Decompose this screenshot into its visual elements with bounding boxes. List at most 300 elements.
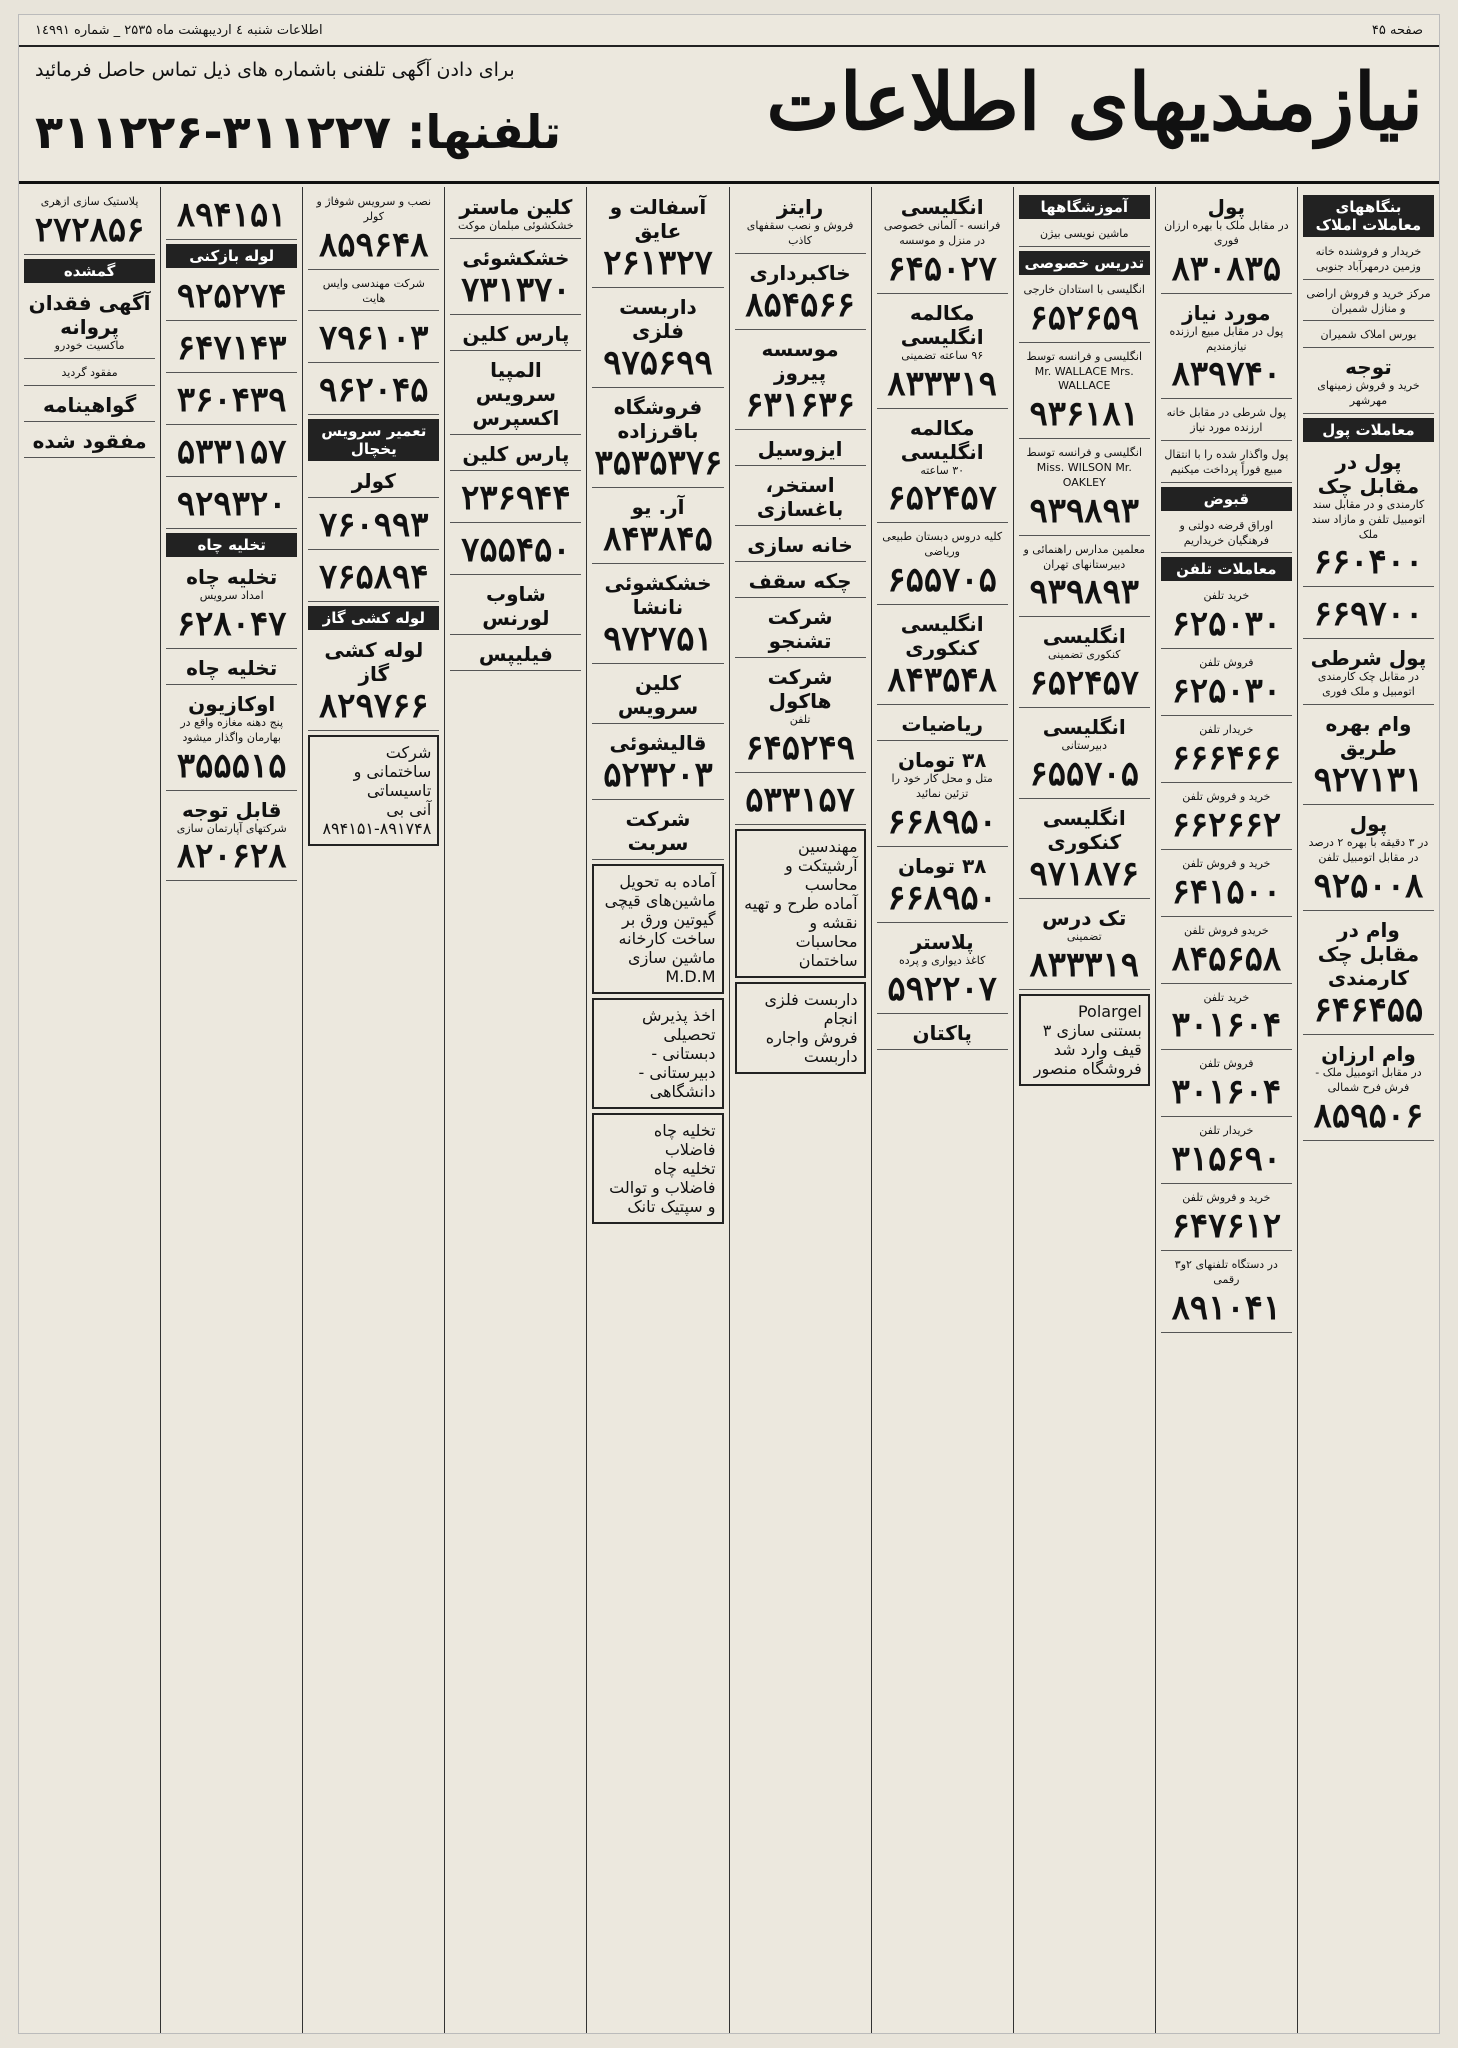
section-header: قبوض [1161,487,1292,511]
ad-body: در مقابل اتومبیل ملک - فرش فرح شمالی [1315,1065,1422,1094]
ad-body: مفقود گردید [61,365,118,379]
polargel-box [1019,994,1150,1086]
education-box [592,998,723,1109]
ad-phone: ۹۳۹۸۹۳ [1029,490,1140,531]
ad-body: انگلیسی و فرانسه توسط Mr. WALLACE Mrs. WALLACE [1026,349,1143,393]
ad-title: المپیا سرویس اکسپرس [472,357,560,430]
polargel-box-brand-text: Polargel [1077,1001,1142,1021]
classified-ad [1161,1053,1292,1117]
classified-ad [1303,1038,1434,1141]
classified-ad [166,561,297,649]
ad-phone: ۸۲۹۷۶۶ [319,686,429,727]
ad-title: وام در مقابل چک کارمندی [1317,917,1420,990]
ad-body: در ۳ دقیقه با بهره ۲ درصد در مقابل اتومبیل تلفن [1308,836,1429,864]
classified-ad [1303,241,1434,280]
classified-ad [1303,446,1434,588]
classified-ad [450,638,581,671]
classified-ad [877,926,1008,1014]
education-box-body-text: دبستانی - دبیرستانی - دانشگاهی [638,1044,716,1101]
classified-ad [735,776,866,825]
ad-phone: ۶۵۵۷۰۵ [887,560,997,601]
ad-body: انگلیسی و فرانسه توسط Miss. WILSON Mr. OAKLEY [1026,446,1143,489]
ad-body: امداد سرویس [199,589,264,602]
classified-ad [1303,283,1434,322]
ad-phone: ۹۷۲۷۵۱ [603,619,713,659]
ad-body: بورس املاک شمیران [1320,328,1417,342]
classified-ad [1161,1254,1292,1333]
ad-body: خریدار و فروشنده خانه وزمین درمهرآباد جنوبی [1315,245,1422,273]
ad-phone: ۸۳۹۷۴۰ [1171,354,1282,395]
ad-body: تلفن [789,712,811,726]
classified-ad [1019,223,1150,247]
classified-ad [592,191,723,288]
ad-body: فروش و نصب سقفهای کاذب [746,219,854,247]
phone-numbers: تلفنها: ۳۱۱۲۲۷-۳۱۱۲۲۶ [35,105,562,159]
ad-body: کاغذ دیواری و پرده [899,953,986,967]
ad-phone: ۶۵۲۴۵۷ [887,478,997,519]
classified-ad [450,242,581,315]
education-box-title-text: اخذ پذیرش تحصیلی [642,1006,716,1044]
classified-ad [877,526,1008,605]
ad-phone: ۵۹۲۲۰۷ [887,968,997,1009]
classified-ad [877,744,1008,847]
ad-phone: ۹۷۵۶۹۹ [603,343,713,383]
ad-phone: ۵۳۳۱۵۷ [176,432,287,472]
classified-ad [735,565,866,598]
classified-ad [450,318,581,351]
ad-title: شرکت تشنجو [767,604,833,653]
ad-title: خانه سازی [747,532,853,557]
section-header: تخلیه چاه [166,533,297,557]
ad-body: کارمندی و در مقابل سند اتومبیل تلفن و مازاد سند ملک [1311,497,1426,541]
classified-ad [1019,711,1150,799]
classified-ad [1161,1120,1292,1184]
ad-phone: ۷۹۶۱۰۳ [319,318,429,359]
scaffold-box [735,982,866,1074]
ad-body: خرید و فروش تلفن [1182,789,1271,803]
ad-phone: ۵۳۳۱۵۷ [745,779,855,820]
ad-phone: ۳۱۵۶۹۰ [1171,1139,1282,1180]
ad-title: پلاستر [910,929,974,954]
ad-phone: ۸۳۳۳۱۹ [1029,944,1140,985]
ad-body: خرید و فروش زمینهای مهرشهر [1317,379,1420,408]
ad-title: پول [1349,812,1388,837]
classified-ad [592,391,723,488]
ad-columns [19,187,1439,2033]
classified-ad [24,287,155,359]
classified-ad [308,366,439,415]
ad-title: توجه [1345,355,1392,380]
section-header: معاملات پول [1303,418,1434,442]
classified-ad [166,480,297,529]
ad-phone: ۶۴۵۲۴۹ [745,727,855,768]
classified-ad [1161,719,1292,783]
ad-phone: ۹۲۷۱۳۱ [1313,760,1424,801]
ad-body: کنکوری تضمینی [1048,648,1121,662]
classified-ad [1019,802,1150,899]
classified-ad [877,191,1008,294]
scaffold-box-body-text: فروش واجاره داربست [765,1027,858,1066]
classified-ad [24,389,155,422]
classified-ad [592,491,723,564]
ad-body: نصب و سرویس شوفاژ و کولر [316,195,432,223]
classified-ad [735,529,866,562]
ad-phone: ۶۲۵۰۳۰ [1171,604,1282,645]
ad-phone: ۳۵۳۵۳۷۶ [594,443,723,483]
ad-title: آگهی فقدان پروانه [28,290,151,339]
ad-phone: ۶۶۹۷۰۰ [1313,594,1424,635]
classified-ad [735,257,866,330]
ad-phone: ۲۷۲۸۵۶ [34,209,145,250]
ad-body: فروش تلفن [1199,1057,1254,1071]
classified-ad [24,362,155,386]
classified-ad [1303,324,1434,348]
ad-phone: ۳۰۱۶۰۴ [1171,1072,1282,1113]
classified-ad [450,438,581,471]
ad-phone: ۸۵۹۶۴۸ [319,224,429,265]
ad-title: پارس کلین [462,321,570,346]
ad-phone: ۹۲۵۰۰۸ [1313,865,1424,906]
septic-box [592,1113,723,1224]
classified-ad [1161,191,1292,294]
ad-title: پول [1207,195,1246,219]
classified-ad [1019,346,1150,440]
classified-ad [877,708,1008,741]
classified-ad [1303,914,1434,1035]
section-header: آموزشگاهها [1019,195,1150,219]
ad-phone: ۹۷۱۸۷۶ [1029,854,1140,895]
classified-ad [592,667,723,724]
ad-title: کولر [351,469,396,494]
classified-ad [166,191,297,240]
polargel-box-title-text: بستنی سازی ۳ قیف وارد شد [1042,1020,1142,1059]
ad-phone: ۶۲۸۰۴۷ [176,603,287,644]
classified-ad [1161,585,1292,649]
ad-phone: ۶۲۵۰۳۰ [1171,671,1282,712]
column-6 [586,187,728,2033]
ad-body: پول در مقابل مبیع ارزنده نیازمندیم [1169,324,1284,353]
engineers-box-title-text: مهندسین آرشیتکت و محاسب [785,836,858,894]
classified-ad [308,553,439,602]
construction-box-title-text: شرکت ساختمانی و تاسیساتی [353,743,432,801]
section-header: تعمیر سرویس یخچال [308,419,439,461]
ad-phone: ۳۵۵۵۱۵ [176,745,287,786]
septic-box-body-text: تخلیه چاه فاضلاب و توالت و سپتیک تانک [609,1159,716,1216]
ad-title: لوله کشی گاز [324,638,424,687]
page-label: صفحه ۴۵ [1371,23,1423,38]
ad-phone: ۹۲۵۲۷۴ [176,276,287,316]
ad-title: انگلیسی [900,195,984,219]
ad-title: پارس کلین [462,441,570,466]
ad-body: پنج دهنه مغازه واقع در بهارمان واگذار میشود [180,715,284,744]
ad-body: معلمین مدارس راهنمائی و دبیرستانهای تهران [1023,542,1146,571]
classified-ad [1161,652,1292,716]
column-4 [871,187,1013,2033]
ad-body: اوراق قرضه دولتی و فرهنگیان خریداریم [1179,518,1274,547]
column-5 [729,187,871,2033]
ad-phone: ۶۵۵۷۰۵ [1029,754,1140,795]
ad-body: ۳۰ ساعته [920,463,965,477]
ad-title: خشکشوئی نانشا [604,571,712,619]
classified-ad [877,608,1008,705]
ad-title: وام بهره طریق [1325,712,1412,761]
classified-ad [877,412,1008,524]
ad-body: دبیرستانی [1061,739,1107,753]
ad-phone: ۷۳۱۳۷۰ [461,269,571,310]
ad-phone: ۲۳۶۹۴۴ [461,477,571,518]
ad-body: کلیه دروس دبستان طبیعی وریاضی [882,530,1003,559]
ad-phone: ۳۰۱۶۰۴ [1171,1005,1282,1046]
ad-phone: ۷۵۵۴۵۰ [461,529,571,570]
classified-ad [1161,1187,1292,1251]
classified-ad [308,465,439,498]
classified-ad [166,794,297,882]
ad-body: خرید تلفن [1203,589,1250,603]
ad-phone: ۶۴۱۵۰۰ [1171,871,1282,912]
ad-body: در مقابل ملک با بهره ارزان فوری [1164,219,1289,247]
classified-ad [1019,442,1150,536]
ad-phone: ۹۲۹۳۲۰ [176,484,287,524]
ad-title: وام ارزان [1321,1041,1416,1066]
ad-body: خرید و فروش تلفن [1182,856,1271,870]
scaffold-box-title-text: داربست فلزی انجام [764,989,858,1028]
mdm-box-body-text: ماشین‌های قیچی گیوتین ورق بر ساخت کارخانه ماشین سازی [604,891,716,967]
ad-title: اوکازیون [188,691,276,716]
ad-title: مفقود شده [32,428,147,453]
ad-phone: ۶۴۷۱۴۳ [176,328,287,368]
column-8 [302,187,444,2033]
ad-body: فرانسه - آلمانی خصوصی در منزل و موسسه [883,219,1001,247]
ad-title: پاکتان [912,1020,972,1045]
section-header: لوله بازکنی [166,244,297,268]
issue-info: اطلاعات شنبه ٤ اردیبهشت ماه ۲۵۳۵ _ شماره ۱٤۹۹۱ [35,23,323,38]
section-header: لوله کشی گاز [308,606,439,630]
classified-ad [308,634,439,731]
ad-title: کلین سرویس [617,671,699,719]
classified-ad [450,474,581,523]
classified-ad [592,803,723,860]
column-1 [1297,187,1439,2033]
polargel-box-shop-text: فروشگاه منصور [1033,1058,1142,1078]
classified-ad [592,291,723,388]
classified-ad [1019,279,1150,343]
ad-title: انگلیسی [1042,715,1126,740]
ad-title: قابل توجه [181,797,282,822]
ad-phone: ۹۳۶۱۸۱ [1029,394,1140,435]
classified-ad [735,191,866,254]
ad-title: انگلیسی کنکوری [1042,806,1126,855]
classified-ad [308,191,439,270]
ad-body: فروش تلفن [1199,656,1254,670]
ad-body: پول واگذار شده را با انتقال مبیع فوراً پرداخت میکنیم [1164,448,1289,476]
ad-phone: ۶۶۰۴۰۰ [1313,542,1424,583]
ad-phone: ۸۵۴۵۶۶ [745,284,855,325]
phone-notice: برای دادن آگهی تلفنی باشماره های ذیل تماس حاصل فرمائید [35,59,515,81]
masthead [19,49,1439,184]
ad-title: پول در مقابل چک [1317,449,1420,498]
ad-title: رایتز [776,195,824,219]
ad-phone: ۶۴۷۶۱۲ [1171,1205,1282,1246]
ad-title: شرکت هاکول [767,664,833,713]
classified-ad [592,567,723,664]
classified-ad [735,601,866,658]
ad-body: در مقابل چک کارمندی اتومبیل و ملک فوری [1317,670,1419,699]
ad-title: ریاضیات [901,712,983,737]
ad-body: پلاستیک سازی ازهری [40,195,139,208]
ad-phone: ۶۳۱۶۳۶ [745,384,855,425]
issue-line [19,23,1439,47]
classified-ad [166,376,297,425]
engineers-box [735,829,866,978]
ad-phone: ۶۴۶۴۵۵ [1313,989,1424,1030]
ad-title: شاوب لورنس [482,581,550,630]
classified-ad [1161,297,1292,400]
ad-body: خشکشوئی مبلمان موکت [458,219,574,232]
ad-title: موسسه پیروز [761,336,839,385]
ad-phone: ۹۳۹۸۹۳ [1029,572,1140,613]
classified-ad [166,688,297,791]
ad-body: شرکتهای آپارتمان سازی [176,821,287,835]
construction-box-number-text: ۸۹۴۱۵۱-۸۹۱۷۴۸ [322,819,432,839]
ad-title: ایزوسیل [757,436,843,461]
classified-ad [1161,402,1292,441]
ad-title: گواهینامه [42,392,137,417]
ad-phone: ۸۳۰۸۳۵ [1171,248,1282,289]
ad-phone: ۷۶۵۸۹۴ [319,557,429,598]
ad-phone: ۶۶۶۴۶۶ [1171,737,1282,778]
ad-phone: ۸۴۵۶۵۸ [1171,938,1282,979]
ad-title: کلین ماستر [459,195,573,219]
ad-title: قالیشوئی [609,731,707,755]
classified-ad [1019,539,1150,618]
ad-title: تک درس [1042,906,1127,931]
mdm-box [592,864,723,994]
ad-phone: ۷۶۰۹۹۳ [319,505,429,546]
classified-ad [1019,902,1150,990]
ad-phone: ۸۳۳۳۱۹ [887,363,997,404]
ad-phone: ۶۵۲۶۵۹ [1029,297,1140,338]
classified-ad [450,354,581,435]
classified-ad [1303,590,1434,639]
column-7 [444,187,586,2033]
classified-ad [450,191,581,239]
classified-ad [166,324,297,373]
classified-ad [308,273,439,312]
ad-body: ماشین نویسی بیژن [1040,227,1129,240]
ad-body: تضمینی [1066,930,1102,944]
ad-body: انگلیسی با استادان خارجی [1023,282,1145,296]
classified-ad [308,501,439,550]
classified-ad [1303,642,1434,705]
ad-title: ۳۸ تومان [897,853,987,878]
newspaper-page [18,14,1440,2034]
ad-phone: ۶۶۸۹۵۰ [887,801,997,842]
column-2 [1155,187,1297,2033]
ad-body: شرکت مهندسی وایس هایت [322,276,425,305]
column-3 [1013,187,1155,2033]
ad-title: شرکت سربت [625,807,691,855]
ad-title: آر. یو [631,495,685,519]
ad-phone: ۶۶۲۶۶۲ [1171,804,1282,845]
ad-phone: ۸۹۴۱۵۱ [176,195,287,235]
ad-phone: ۸۲۰۶۲۸ [176,836,287,877]
ad-title: انگلیسی کنکوری [900,612,984,661]
ad-title: مکالمه انگلیسی [900,415,984,464]
ad-title: خشکشوئی [462,245,570,270]
ad-title: مورد نیاز [1182,300,1271,325]
column-9 [160,187,302,2033]
ad-phone: ۹۶۲۰۴۵ [319,370,429,411]
classified-ad [24,425,155,458]
ad-body: خریدو فروش تلفن [1184,923,1269,937]
ad-body: در دستگاه تلفنهای ۲و۳ رقمی [1174,1257,1278,1286]
ad-body: خرید و فروش تلفن [1182,1191,1271,1205]
mdm-box-title-text: آماده به تحویل [619,872,716,891]
mdm-box-brand-text: M.D.M [665,967,716,986]
classified-ad [166,272,297,321]
section-header: معاملات تلفن [1161,557,1292,581]
ad-title: خاکبرداری [749,260,851,285]
classified-ad [1303,351,1434,414]
ad-title: چکه سقف [748,568,852,593]
classified-ad [166,428,297,477]
classified-ad [1303,708,1434,805]
classified-ad [735,333,866,430]
ad-phone: ۸۴۳۵۴۸ [887,660,997,701]
classified-ad [735,661,866,773]
classified-ad [1161,853,1292,917]
ad-title: داربست فلزی [619,295,697,343]
classified-ad [1161,786,1292,850]
classified-ad [1161,987,1292,1051]
ad-phone: ۶۵۲۴۵۷ [1029,663,1140,704]
column-10 [19,187,160,2033]
ad-phone: ۶۴۵۰۲۷ [887,248,997,289]
ad-phone: ۵۲۳۲۰۳ [603,755,713,795]
ad-body: ماکسیت خودرو [54,338,125,352]
ad-title: آسفالت و عایق [609,195,707,243]
ad-title: استخر، باغسازی [756,472,844,521]
section-header: گمشده [24,259,155,283]
classified-ad [450,578,581,635]
classified-ad [166,652,297,685]
classified-ad [1161,920,1292,984]
classified-ad [1161,444,1292,483]
ad-title: پول شرطی [1310,646,1427,671]
classified-ad [1303,808,1434,911]
section-header: تدریس خصوصی [1019,251,1150,275]
ad-body: خریدار تلفن [1199,1124,1254,1138]
classified-ad [1019,620,1150,708]
section-header: بنگاههای معاملات املاک [1303,195,1434,237]
classified-ad [735,433,866,466]
ad-title: تخلیه چاه [186,655,278,680]
classified-ad [450,526,581,575]
ad-phone: ۸۴۳۸۴۵ [603,519,713,559]
classified-ad [877,297,1008,409]
ad-title: مکالمه انگلیسی [900,300,984,349]
construction-box-body-text: آنی بی [386,800,432,820]
classified-ad [308,314,439,363]
ad-phone: ۲۶۱۳۲۷ [603,243,713,283]
septic-box-title-text: تخلیه چاه فاضلاب [653,1121,716,1159]
ad-title: فیلیپس [478,641,553,666]
engineers-box-body-text: آماده طرح و تهیه نقشه و محاسبات ساختمان [744,893,858,970]
ad-title: ۳۸ تومان [897,748,987,773]
ad-title: فروشگاه باقرزاده [613,395,703,443]
classified-ad [24,191,155,255]
classified-ad [877,1017,1008,1050]
